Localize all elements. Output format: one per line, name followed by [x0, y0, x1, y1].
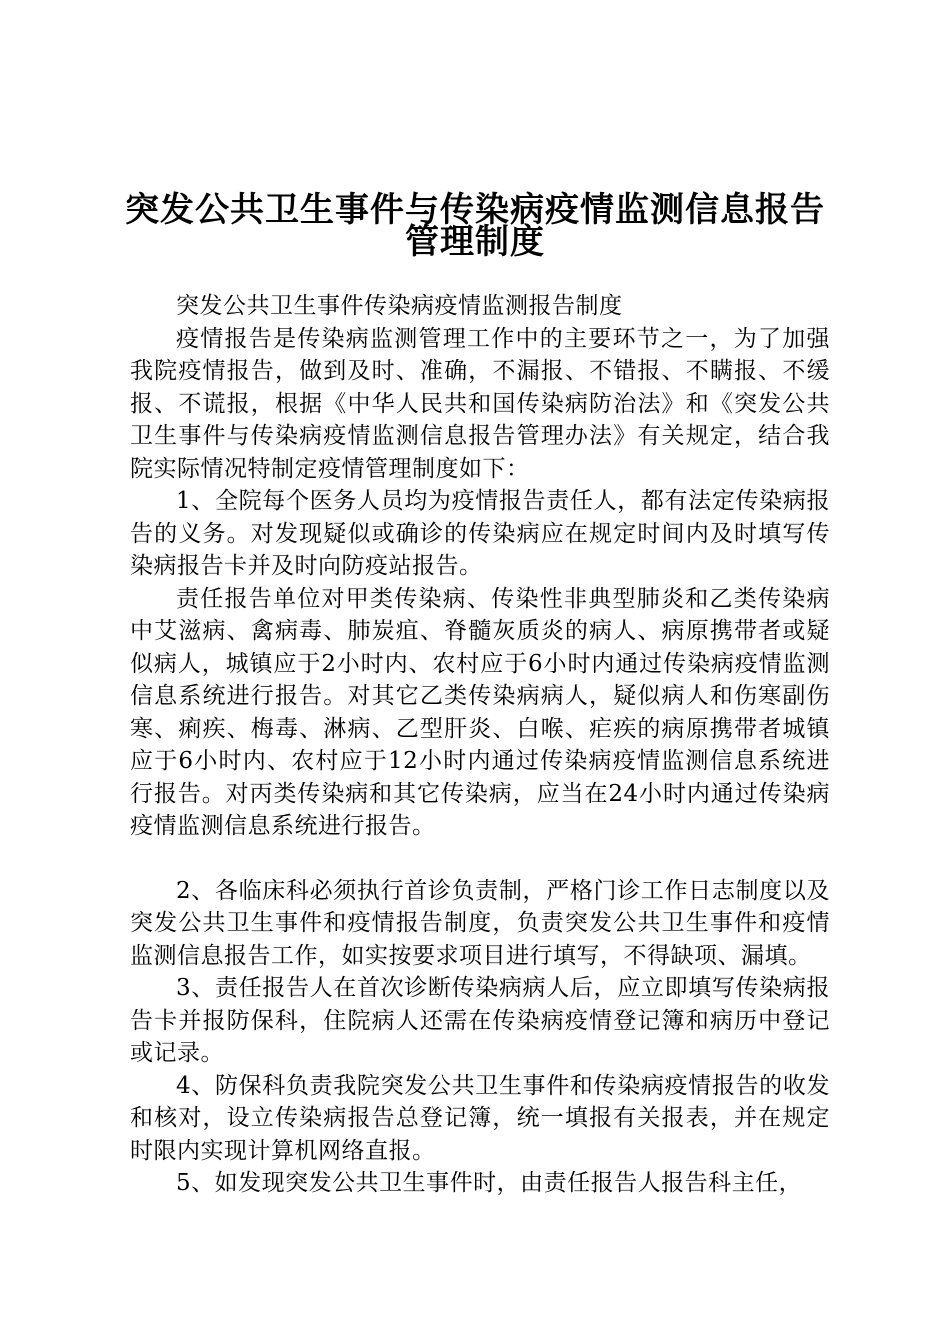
document-title-line1: 突发公共卫生事件与传染病疫情监测信息报告: [125, 190, 825, 230]
document-body: [130, 290, 830, 1200]
paragraph-spacer: [130, 843, 830, 875]
paragraph-item-3: 3、责任报告人在首次诊断传染病病人后，应立即填写传染病报告卡并报防保科，住院病人还需在传染病疫情登记簿和病历中登记或记录。: [130, 975, 830, 1066]
paragraph-item-5: 5、如发现突发公共卫生事件时，由责任报告人报告科主任，: [176, 1170, 803, 1196]
paragraph-item-4: 4、防保科负责我院突发公共卫生事件和传染病疫情报告的收发和核对，设立传染病报告总登记簿，统一填报有关报表，并在规定时限内实现计算机网络直报。: [130, 1072, 830, 1164]
document-title-line2: 管理制度: [405, 222, 545, 262]
paragraph-report-time-limits: 责任报告单位对甲类传染病、传染性非典型肺炎和乙类传染病中艾滋病、禽病毒、肺炭疽、脊髓灰质炎的病人、病原携带者或疑似病人，城镇应于2小时内、农村应于6小时内通过传染病疫情监测信息系统进行报告。对其它乙类传染病病人，疑似病人和伤寒副伤寒、痢疾、梅毒、淋病、乙型肝炎、白喉、疟疾的病原携带者城镇应于6小时内、农村应于12小时内通过传染病疫情监测信息系统进行报告。对丙类传染病和其它传染病，应当在24小时内通过传染病疫情监测信息系统进行报告。: [130, 585, 830, 839]
paragraph-item-2: 2、各临床科必须执行首诊负责制，严格门诊工作日志制度以及突发公共卫生事件和疫情报告制度，负责突发公共卫生事件和疫情监测信息报告工作，如实按要求项目进行填写，不得缺项、漏填。: [130, 877, 830, 969]
paragraph-intro: 疫情报告是传染病监测管理工作中的主要环节之一，为了加强我院疫情报告，做到及时、准确，不漏报、不错报、不瞒报、不缓报、不谎报，根据《中华人民共和国传染病防治法》和《突发公共卫生事件与传染病疫情监测信息报告管理办法》有关规定，结合我院实际情况特制定疫情管理制度如下：: [130, 325, 830, 482]
paragraph-subtitle: 突发公共卫生事件传染病疫情监测报告制度: [176, 293, 623, 319]
paragraph-item-1: 1、全院每个医务人员均为疫情报告责任人，都有法定传染病报告的义务。对发现疑似或确诊的传染病应在规定时间内及时填写传染病报告卡并及时向防疫站报告。: [130, 488, 830, 579]
